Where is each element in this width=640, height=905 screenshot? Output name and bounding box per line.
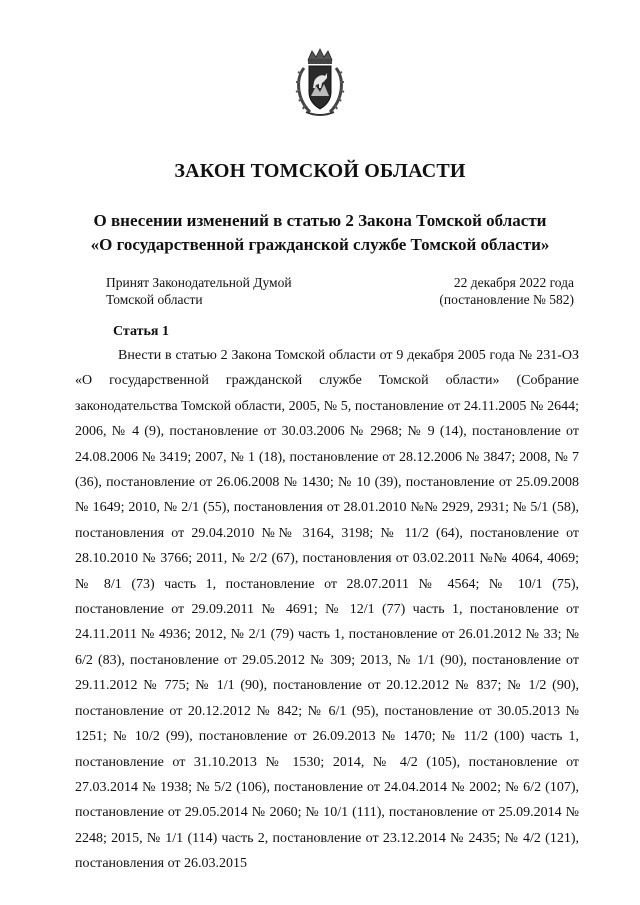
subtitle-line-1: О внесении изменений в статью 2 Закона Томской области [93,211,547,230]
adopted-by-line-1: Принят Законодательной Думой [106,275,292,290]
adopted-by-block [106,274,292,308]
adoption-date: 22 декабря 2022 года [453,275,574,290]
adoption-date-block [439,274,574,308]
article-heading: Статья 1 [113,324,169,339]
adopted-by-line-2: Томской области [106,292,203,307]
document-title: ЗАКОН ТОМСКОЙ ОБЛАСТИ [174,160,466,182]
resolution-number: (постановление № 582) [439,292,574,307]
document-subtitle [0,209,640,257]
coat-of-arms-icon [292,48,348,120]
subtitle-line-2: «О государственной гражданской службе Томской области» [90,235,550,254]
article-body-text: Внести в статью 2 Закона Томской области от 9 декабря 2005 года № 231-ОЗ «О государственной гражданской службе Томской области» (Собрание законодательства Томской области, 2005, № 5, постановление от 24.11.2005 № 2644; 2006, № 4 (9), постановление от 30.03.2006 № 2968; № 9 (14), постановление от 24.08.2006 № 3419; 2007, № 1 (18), постановление от 28.12.2006 № 3847; 2008, № 7 (36), постановление от 26.06.2008 № 1430; № 10 (39), постановление от 25.09.2008 № 1649; 2010, № 2/1 (55), постановления от 28.01.2010 №№ 2929, 2931; № 5/1 (58), постановления от 29.04.2010 №№ 3164, 3198; № 11/2 (64), постановление от 28.10.2010 № 3766; 2011, № 2/2 (67), постановления от 03.02.2011 №№ 4064, 4069; № 8/1 (73) часть 1, постановление от 28.07.2011 № 4564; № 10/1 (75), постановление от 29.09.2011 № 4691; № 12/1 (77) часть 1, постановление от 24.11.2011 № 4936; 2012, № 2/1 (79) часть 1, постановление от 26.01.2012 № 33; № 6/2 (83), постановление от 29.05.2012 № 309; 2013, № 1/1 (90), постановление от 29.11.2012 № 775; № 1/1 (90), постановление от 20.12.2012 № 837; № 1/2 (90), постановление от 20.12.2012 № 842; № 6/1 (95), постановление от 30.05.2013 № 1251; № 10/2 (99), постановление от 26.09.2013 № 1470; № 11/2 (100) часть 1, постановление от 31.10.2013 № 1530; 2014, № 4/2 (105), постановление от 27.03.2014 № 1938; № 5/2 (106), постановление от 24.04.2014 № 2002; № 6/2 (107), постановление от 29.05.2014 № 2060; № 10/1 (111), постановление от 25.09.2014 № 2248; 2015, № 1/1 (114) часть 2, постановление от 23.12.2014 № 2435; № 4/2 (121), постановления от 26.03.2015 [75,348,579,872]
